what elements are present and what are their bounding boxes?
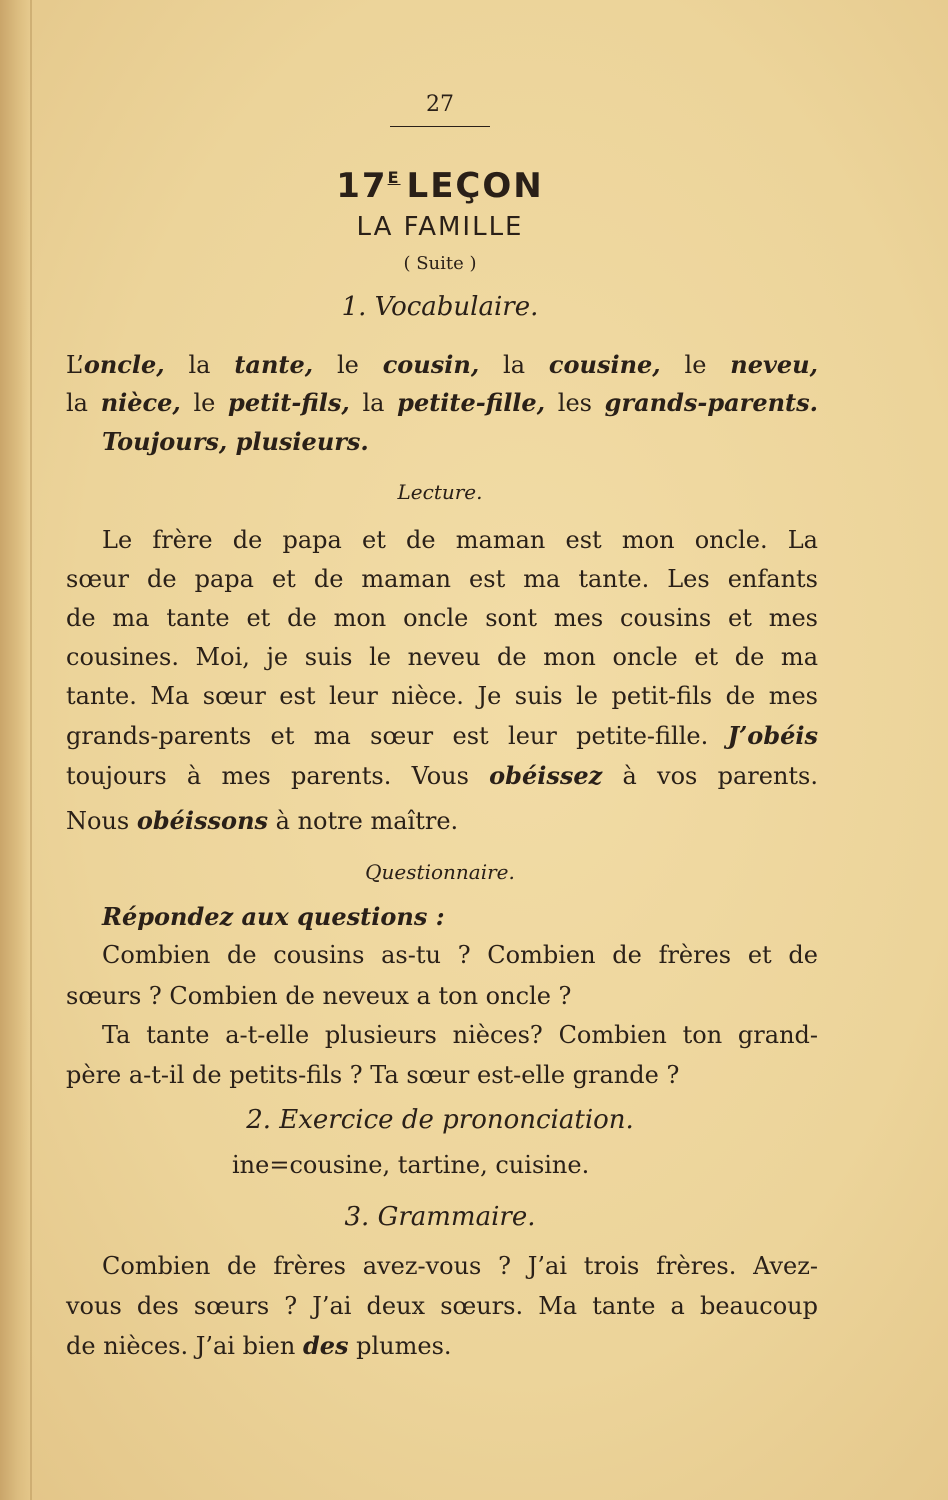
reading-line [66,643,818,671]
emphasized-word: obéissez [489,761,603,790]
emphasized-word: cousin, [382,350,480,379]
reading-line [102,526,818,554]
text-run: les [545,389,605,417]
question-line [102,941,818,969]
emphasized-word: cousine, [548,350,661,379]
grammar-line [102,1252,818,1280]
text-run: la [164,351,235,379]
text-run: le [660,351,731,379]
text-run: la [349,389,398,417]
question-line [102,1021,818,1049]
text-run: L’ [66,351,84,379]
question-line [66,982,818,1010]
emphasized-word: des [302,1331,349,1360]
page-fold-line [30,0,32,1500]
text-run: sœur de papa et de maman est ma tante. Les enfants [66,565,818,593]
text-run: Nous [66,807,137,835]
text-run: le [313,351,383,379]
lesson-number: 17 [336,166,388,206]
question-line [66,1061,818,1089]
text-run: tante. Ma sœur est leur nièce. Je suis le petit-fils de mes [66,682,818,710]
text-run: la [479,351,549,379]
lesson-theme: LA FAMILLE [356,212,524,242]
grammar-line [66,1331,818,1360]
emphasized-word: obéissons [136,806,269,835]
text-run: sœurs ? Combien de neveux a ton oncle ? [66,982,572,1010]
questions-heading: Répondez aux questions : [102,902,445,931]
pronunciation-line: ine=cousine, tartine, cuisine. [232,1151,590,1179]
reading-line [66,721,818,750]
reading-line [66,761,818,790]
text-run: cousines. Moi, je suis le neveu de mon oncle et de ma [66,643,818,671]
page-binding-shadow [0,0,30,1500]
reading-line [66,565,818,593]
page-number-rule [390,126,490,127]
section3-heading: 3. Grammaire. [344,1202,536,1232]
text-run: toujours à mes parents. Vous [66,762,490,790]
section2-heading: 2. Exercice de prononciation. [246,1105,634,1135]
vocab-line [66,350,818,379]
emphasized-word: petit-fils, [228,388,350,417]
emphasized-word: grands-parents. [604,388,818,417]
questionnaire-title: Questionnaire. [365,860,515,884]
vocab-line [66,388,818,417]
emphasized-word: tante, [234,350,314,379]
reading-line [66,604,818,632]
vocab-line [102,427,854,456]
grammar-line [66,1292,818,1320]
text-run: de ma tante et de mon oncle sont mes cousins et mes [66,604,818,632]
section1-heading: 1. Vocabulaire. [341,292,539,322]
text-run: la [66,389,101,417]
emphasized-word: Toujours, plusieurs. [102,427,369,456]
lesson-number-suffix: E [387,168,401,187]
text-run: à notre maître. [268,807,459,835]
text-run: Le frère de papa et de maman est mon oncle. La [102,526,818,554]
page-number: 27 [426,92,454,117]
text-run: de nièces. J’ai bien [66,1332,303,1360]
text-run: le [180,389,229,417]
text-run: plumes. [348,1332,452,1360]
emphasized-word: J’obéis [727,721,818,750]
lesson-word: LEÇON [406,166,544,206]
text-run: vous des sœurs ? J’ai deux sœurs. Ma tante a beaucoup [66,1292,818,1320]
emphasized-word: oncle, [83,350,165,379]
reading-title: Lecture. [397,480,483,504]
text-run: Combien de cousins as-tu ? Combien de frères et de [102,941,818,969]
text-run: à vos parents. [602,762,818,790]
reading-line [66,682,818,710]
reading-line [66,806,818,835]
text-run: père a-t-il de petits-fils ? Ta sœur est-elle grande ? [66,1061,680,1089]
continuation-note: ( Suite ) [403,253,477,274]
emphasized-word: neveu, [730,350,818,379]
emphasized-word: petite-fille, [397,388,546,417]
text-run: grands-parents et ma sœur est leur petite-fille. [66,722,728,750]
text-run: Combien de frères avez-vous ? J’ai trois frères. Avez- [102,1252,818,1280]
text-run: Ta tante a-t-elle plusieurs nièces? Combien ton grand- [102,1021,818,1049]
emphasized-word: nièce, [100,388,181,417]
lesson-title [300,166,580,206]
